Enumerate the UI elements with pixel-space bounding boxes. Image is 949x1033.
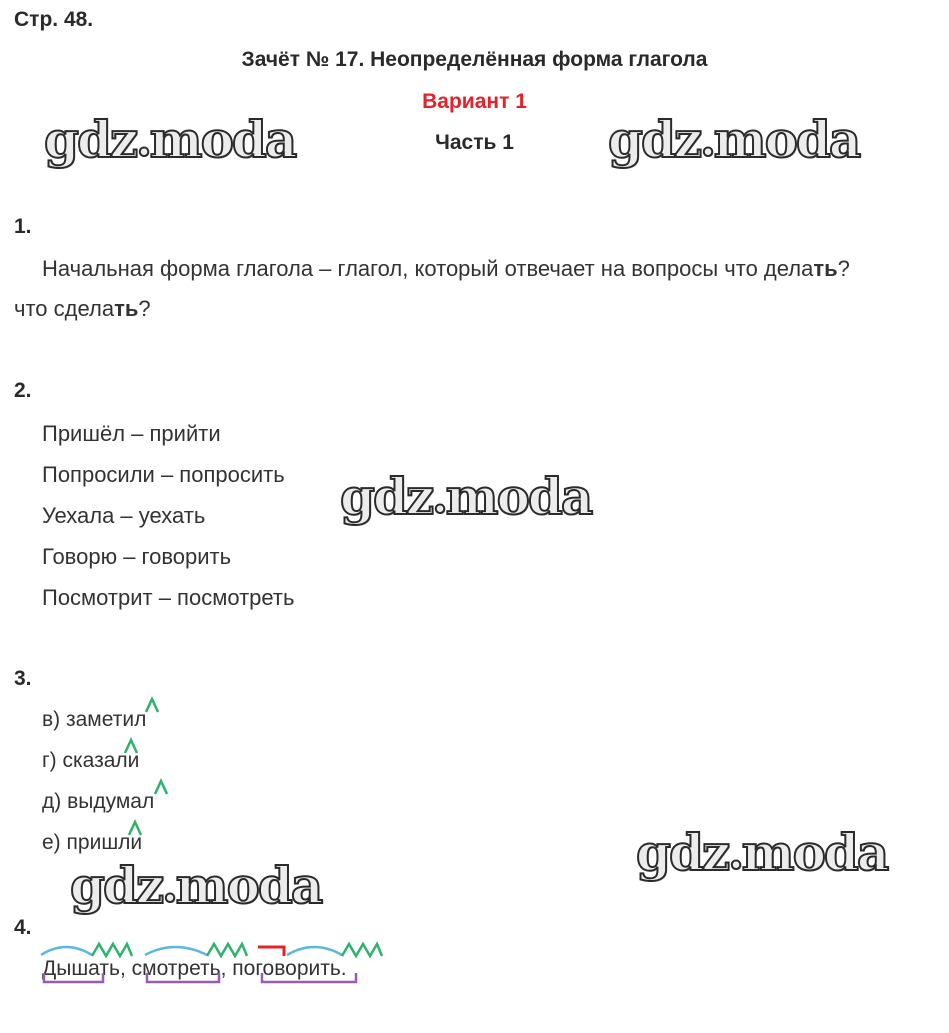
root-arc [41, 947, 92, 955]
part-heading: Часть 1 [435, 131, 514, 154]
watermark: gdz•moda [70, 856, 322, 915]
task-1-number: 1. [14, 215, 32, 238]
suffix-mark [207, 944, 247, 956]
variant-heading: Вариант 1 [422, 90, 527, 113]
prefix-mark [258, 947, 284, 956]
task-2-item: Уехала – уехать [42, 503, 206, 528]
task-4-word: Дышать, [42, 957, 126, 980]
task-3-item: е) пришли [42, 831, 143, 854]
root-arc [145, 947, 207, 955]
task-4-word: поговорить. [232, 957, 347, 980]
task-3-item: г) сказали [42, 749, 140, 772]
watermark: gdz•moda [636, 823, 888, 882]
ending-mark [44, 973, 103, 982]
page-number: Стр. 48. [14, 8, 94, 31]
watermark: gdz•moda [608, 110, 860, 169]
task-2-number: 2. [14, 379, 32, 402]
task-3-number: 3. [14, 667, 32, 690]
task-2-item: Посмотрит – посмотреть [42, 585, 295, 610]
task-2-item: Попросили – попросить [42, 462, 285, 487]
suffix-mark [342, 944, 382, 956]
page-title: Зачёт № 17. Неопределённая форма глагола [241, 48, 708, 71]
root-arc [287, 947, 342, 955]
task-3-item: в) заметил [42, 708, 147, 731]
task-3-item: д) выдумал [42, 790, 155, 813]
task-1-line-2: что сделать? [14, 296, 151, 321]
task-2-item: Пришёл – прийти [42, 421, 221, 446]
ending-mark [262, 973, 356, 982]
task-4-number: 4. [14, 916, 32, 939]
watermark: gdz•moda [340, 467, 592, 526]
task-4-word: смотреть, [131, 957, 227, 980]
suffix-mark [92, 944, 132, 956]
task-1-line-1: Начальная форма глагола – глагол, который отвечает на вопросы что делать? [42, 256, 850, 281]
task-2-item: Говорю – говорить [42, 544, 232, 569]
watermark: gdz•moda [44, 110, 296, 169]
ending-mark [147, 973, 219, 982]
